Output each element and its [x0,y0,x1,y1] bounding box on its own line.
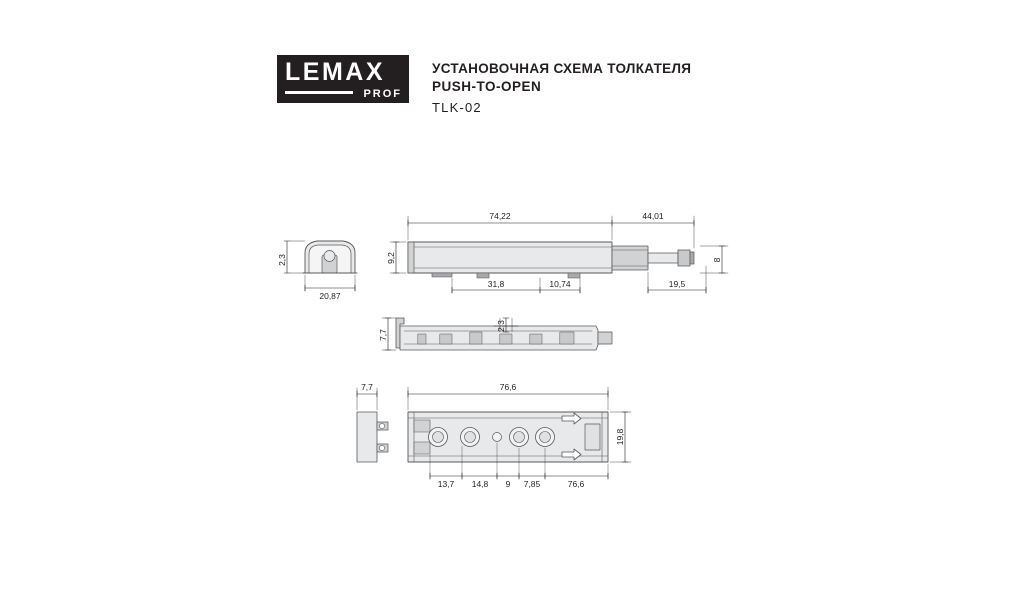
view-plan [357,387,631,479]
dim-offset-b: 10,74 [549,279,571,289]
dim-plan-3: 9 [505,479,511,489]
dim-section-step: 2,3 [496,320,506,332]
logo-subtext: PROF [363,88,402,100]
dim-plan-1: 13,7 [437,479,455,489]
title-primary: УСТАНОВОЧНАЯ СХЕМА ТОЛКАТЕЛЯ [432,61,692,76]
logo-wordmark: LEMAX [285,58,385,86]
dim-side-height: 2,3 [277,254,287,266]
dim-plan-4: 7,85 [523,479,541,489]
dim-offset-a: 31,8 [487,279,505,289]
dim-body-height: 9,2 [386,252,396,264]
dim-total-length: 76,6 [499,382,517,392]
dim-plan-height: 19,8 [615,428,625,446]
dim-body-length: 74,22 [489,211,511,221]
title-model-code: TLK-02 [432,100,482,115]
dim-side-width: 20,87 [319,291,341,301]
dim-rod-height: 8 [712,257,722,263]
title-secondary: PUSH-TO-OPEN [432,79,542,94]
view-side-profile [284,241,357,291]
dim-offset-c: 19,5 [668,279,686,289]
dim-section-height: 7,7 [378,329,388,341]
dim-plan-2: 14,8 [471,479,489,489]
dim-rod-length: 44,01 [642,211,664,221]
dim-plate-width: 7,7 [361,382,373,392]
dim-plan-5: 76,6 [567,479,585,489]
